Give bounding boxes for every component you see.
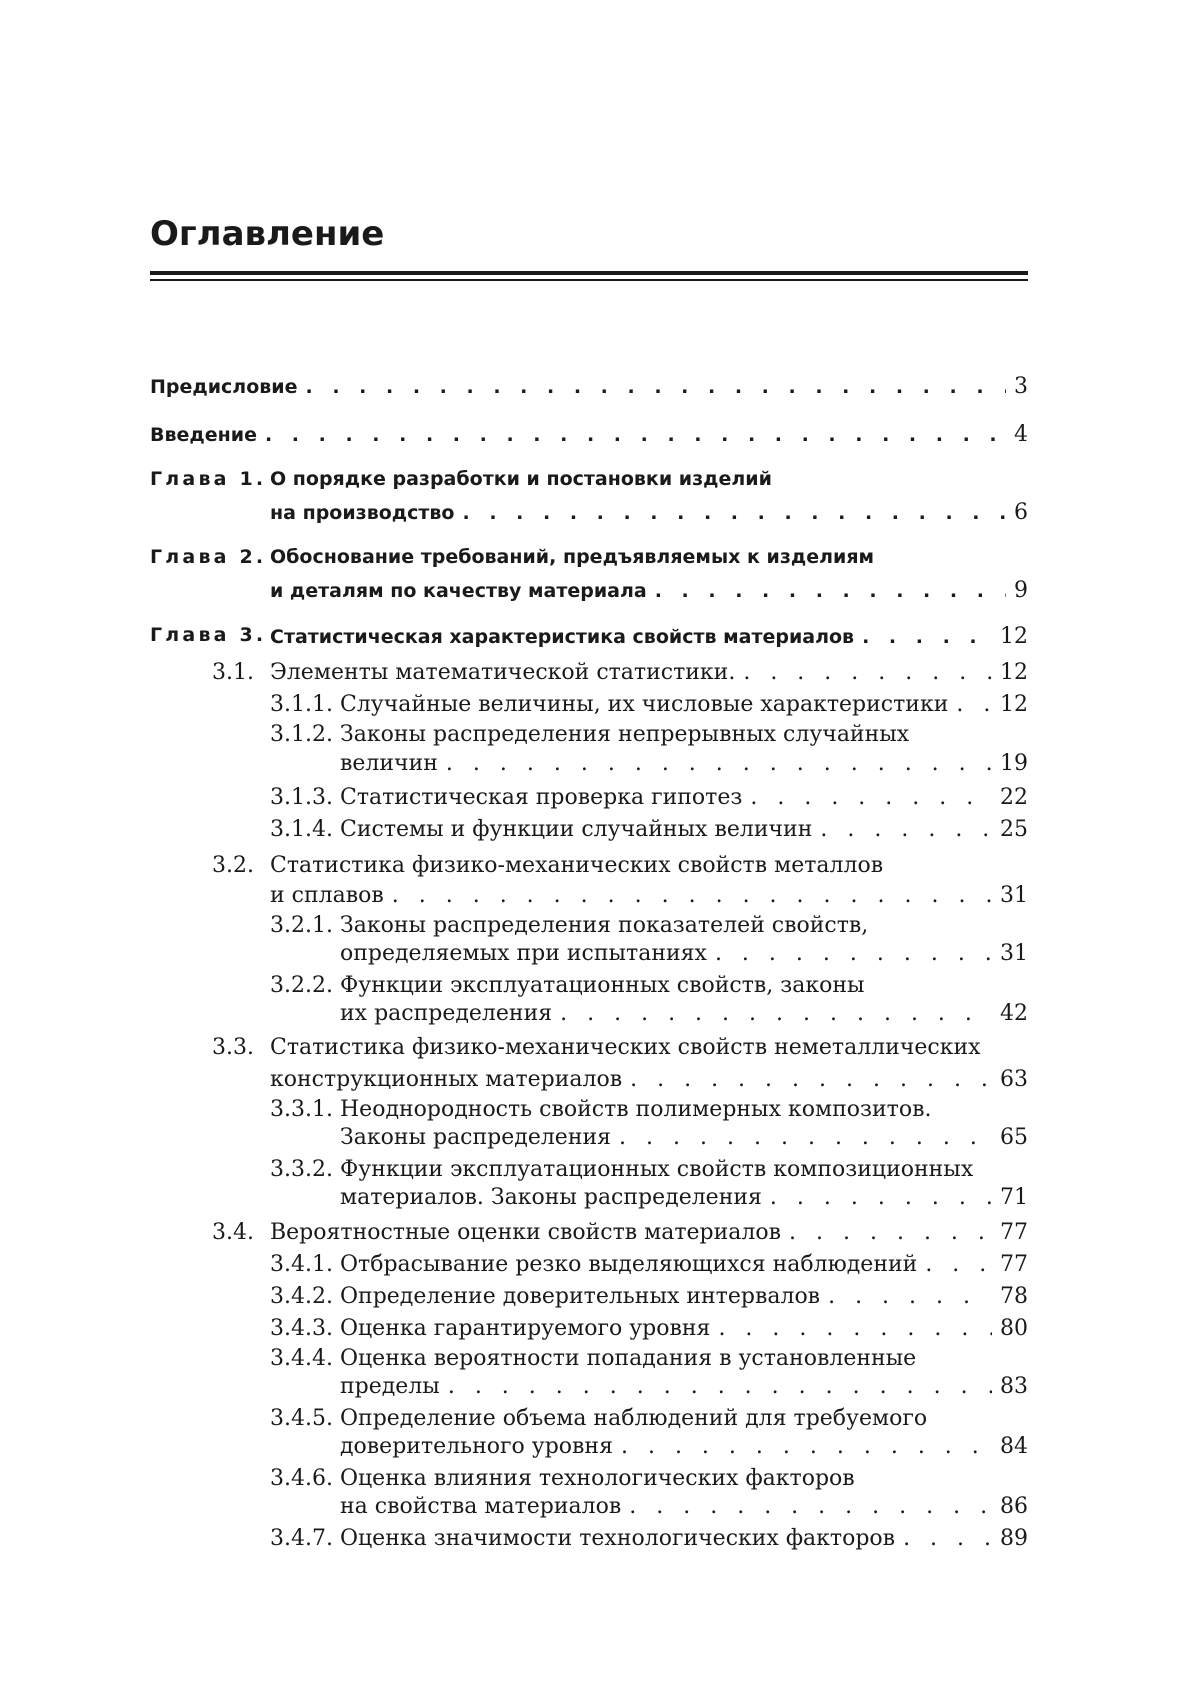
toc-entry-label: Введение [150,424,257,446]
toc-entry-subsection[interactable] [340,1526,1028,1551]
leader-dots [392,883,992,908]
leader-dots [265,424,1006,446]
toc-page-number: 83 [1000,1374,1028,1399]
subsection-title-line: Оценка значимости технологических факторов [340,1526,896,1551]
leader-dots [925,1252,992,1277]
subsection-number: 3.3.2. [270,1157,333,1182]
subsection-title-line: Определение доверительных интервалов [340,1284,821,1309]
page-title: Оглавление [150,214,385,254]
leader-dots [619,1125,992,1150]
toc-page-number: 3 [1014,374,1028,399]
section-title-line[interactable]: Статистика физико-механических свойств неметаллических [270,1035,981,1060]
subsection-number: 3.1.4. [270,817,333,842]
subsection-title-line[interactable]: Оценка вероятности попадания в установленные [340,1346,917,1371]
subsection-number: 3.1.3. [270,785,333,810]
leader-dots [446,751,992,776]
toc-page-number: 84 [1000,1434,1028,1459]
subsection-title-line: определяемых при испытаниях [340,941,707,966]
subsection-title-line: материалов. Законы распределения [340,1185,762,1210]
subsection-number: 3.2.2. [270,973,333,998]
leader-dots [956,692,992,717]
toc-page-number: 78 [1000,1284,1028,1309]
subsection-title-line[interactable]: Неоднородность свойств полимерных композитов. [340,1097,932,1122]
toc-page-number: 77 [1000,1220,1028,1245]
subsection-title-line[interactable]: Функции эксплуатационных свойств композиционных [340,1157,974,1182]
subsection-title-line: Случайные величины, их числовые характеристики [340,692,949,717]
subsection-number: 3.1.2. [270,722,333,747]
leader-dots [789,1220,992,1245]
toc-entry-subsection[interactable] [340,1434,1028,1459]
toc-page-number: 12 [1000,624,1028,649]
section-title-line: Элементы математической статистики. [270,660,736,685]
leader-dots [715,941,992,966]
leader-dots [903,1526,992,1551]
subsection-title-line[interactable]: Законы распределения показателей свойств, [340,913,869,938]
leader-dots [621,1434,992,1459]
toc-page-number: 77 [1000,1252,1028,1277]
toc-entry-subsection[interactable] [340,692,1028,717]
toc-entry-chapter-3[interactable] [270,624,1028,649]
toc-page-number: 71 [1000,1185,1028,1210]
toc-entry-label: Предисловие [150,376,298,398]
subsection-title-line: Оценка гарантируемого уровня [340,1316,711,1341]
toc-page-number: 86 [1000,1494,1028,1519]
subsection-number: 3.4.1. [270,1252,333,1277]
subsection-number: 3.4.5. [270,1406,333,1431]
toc-entry-subsection[interactable] [340,1494,1028,1519]
subsection-title-line[interactable]: Определение объема наблюдений для требуемого [340,1406,928,1431]
toc-page-number: 42 [1000,1001,1028,1026]
toc-entry-subsection[interactable] [340,1374,1028,1399]
leader-dots [655,580,1006,602]
toc-page-number: 12 [1000,692,1028,717]
subsection-title-line: величин [340,751,438,776]
chapter-title-line[interactable]: О порядке разработки и постановки изделий [270,468,772,490]
chapter-title-line: Статистическая характеристика свойств материалов [270,626,855,648]
toc-entry-subsection[interactable] [340,817,1028,842]
subsection-title-line[interactable]: Функции эксплуатационных свойств, законы [340,973,865,998]
section-title-line: и сплавов [270,883,384,908]
subsection-number: 3.4.2. [270,1284,333,1309]
toc-entry-subsection[interactable] [340,941,1028,966]
leader-dots [828,1284,992,1309]
leader-dots [770,1185,992,1210]
toc-entry-preface[interactable] [150,374,1028,399]
toc-entry-section[interactable] [270,1220,1028,1245]
toc-page-number: 65 [1000,1125,1028,1150]
subsection-number: 3.2.1. [270,913,333,938]
chapter-title-line[interactable]: Обоснование требований, предъявляемых к изделиям [270,546,875,568]
toc-page-number: 80 [1000,1316,1028,1341]
toc-entry-subsection[interactable] [340,1185,1028,1210]
toc-entry-chapter-2[interactable] [270,578,1028,603]
section-number: 3.4. [212,1220,254,1245]
chapter-prefix: Глава 3. [150,624,267,646]
leader-dots [462,502,1006,524]
toc-entry-subsection[interactable] [340,1316,1028,1341]
subsection-title-line: Системы и функции случайных величин [340,817,813,842]
leader-dots [743,660,992,685]
leader-dots [629,1494,992,1519]
subsection-number: 3.4.6. [270,1466,333,1491]
section-title-line: конструкционных материалов [270,1067,623,1092]
leader-dots [560,1001,992,1026]
toc-entry-subsection[interactable] [340,1252,1028,1277]
subsection-title-line: Статистическая проверка гипотез [340,785,743,810]
leader-dots [750,785,992,810]
toc-page-number: 63 [1000,1067,1028,1092]
toc-page-number: 25 [1000,817,1028,842]
toc-page-number: 19 [1000,751,1028,776]
subsection-title-line: их распределения [340,1001,553,1026]
subsection-number: 3.4.4. [270,1346,333,1371]
leader-dots [630,1067,992,1092]
chapter-title-line: и деталям по качеству материала [270,580,647,602]
leader-dots [820,817,992,842]
toc-entry-introduction[interactable] [150,422,1028,447]
toc-entry-section[interactable] [270,883,1028,908]
chapter-title-line: на производство [270,502,455,524]
subsection-title-line: на свойства материалов [340,1494,622,1519]
section-title-line[interactable]: Статистика физико-механических свойств металлов [270,853,884,878]
leader-dots [448,1374,992,1399]
subsection-title-line: пределы [340,1374,440,1399]
subsection-title-line: Законы распределения [340,1125,612,1150]
subsection-number: 3.1.1. [270,692,333,717]
section-title-line: Вероятностные оценки свойств материалов [270,1220,782,1245]
toc-page-number: 31 [1000,941,1028,966]
toc-entry-section[interactable] [270,660,1028,685]
subsection-number: 3.3.1. [270,1097,333,1122]
toc-page-number: 4 [1014,422,1028,447]
leader-dots [718,1316,992,1341]
chapter-prefix: Глава 1. [150,468,267,490]
toc-page-number: 89 [1000,1526,1028,1551]
leader-dots [306,376,1006,398]
toc-page-number: 6 [1014,500,1028,525]
subsection-title-line: доверительного уровня [340,1434,613,1459]
toc-entry-subsection[interactable] [340,1001,1028,1026]
toc-entry-chapter-1[interactable] [270,500,1028,525]
subsection-title-line[interactable]: Оценка влияния технологических факторов [340,1466,855,1491]
section-number: 3.1. [212,660,254,685]
subsection-number: 3.4.7. [270,1526,333,1551]
toc-page-number: 9 [1014,578,1028,603]
chapter-prefix: Глава 2. [150,546,267,568]
leader-dots [862,626,992,648]
subsection-title-line[interactable]: Законы распределения непрерывных случайных [340,722,910,747]
toc-page-number: 12 [1000,660,1028,685]
subsection-title-line: Отбрасывание резко выделяющихся наблюдений [340,1252,918,1277]
toc-page-number: 22 [1000,785,1028,810]
section-number: 3.3. [212,1035,254,1060]
section-number: 3.2. [212,853,254,878]
toc-entry-subsection[interactable] [340,785,1028,810]
toc-entry-subsection[interactable] [340,1284,1028,1309]
subsection-number: 3.4.3. [270,1316,333,1341]
toc-entry-subsection[interactable] [340,751,1028,776]
toc-entry-section[interactable] [270,1067,1028,1092]
toc-entry-subsection[interactable] [340,1125,1028,1150]
toc-page-number: 31 [1000,883,1028,908]
